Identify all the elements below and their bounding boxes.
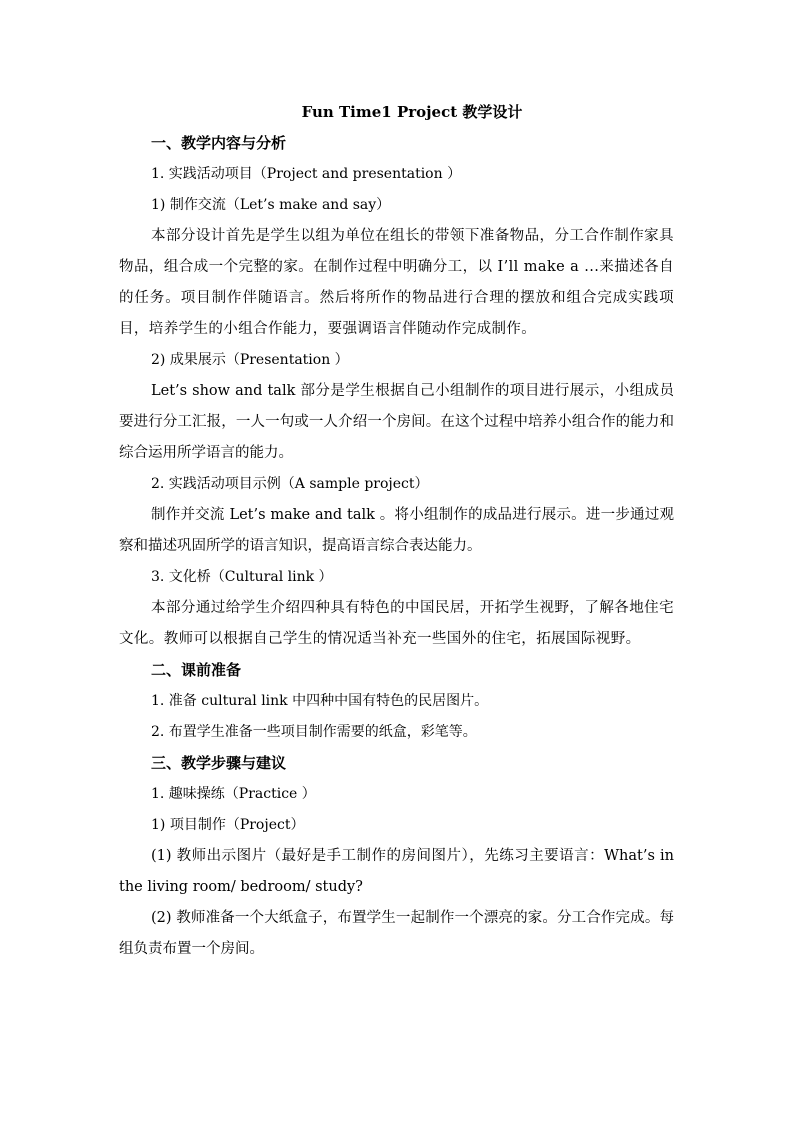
list-item-2: 2. 实践活动项目示例（A sample project） (151, 476, 429, 492)
paragraph-3: 制作并交流 Let’s make and talk 。将小组制作的成品进行展示。进一步通过观察和描述巩固所学的语言知识，提高语言综合表达能力。 (119, 507, 674, 554)
document-body (119, 128, 674, 965)
document-title: Fun Time1 Project 教学设计 (301, 103, 523, 121)
prep-item-1: 1. 准备 cultural link 中四种中国有特色的民居图片。 (151, 693, 489, 709)
paragraph-6: (2) 教师准备一个大纸盒子，布置学生一起制作一个漂亮的家。分工合作完成。每组负责布置一个房间。 (119, 910, 674, 957)
paragraph-5: (1) 教师出示图片（最好是手工制作的房间图片），先练习主要语言：What’s in the living room/ bedroom/ study? (119, 848, 674, 895)
paragraph-4: 本部分通过给学生介绍四种具有特色的中国民居，开拓学生视野，了解各地住宅文化。教师可以根据自己学生的情况适当补充一些国外的住宅，拓展国际视野。 (119, 600, 674, 647)
step-item-1: 1. 趣味操练（Practice ） (151, 786, 316, 802)
step-sub-item-1-1: 1) 项目制作（Project） (151, 817, 305, 833)
list-item-3: 3. 文化桥（Cultural link ） (151, 569, 333, 585)
section-heading-1: 一、教学内容与分析 (151, 134, 287, 152)
sub-item-1-2: 2) 成果展示（Presentation ） (151, 352, 349, 368)
section-heading-3: 三、教学步骤与建议 (151, 754, 287, 772)
prep-item-2: 2. 布置学生准备一些项目制作需要的纸盒，彩笔等。 (151, 724, 477, 740)
paragraph-1: 本部分设计首先是学生以组为单位在组长的带领下准备物品，分工合作制作家具物品，组合成一个完整的家。在制作过程中明确分工，以 I’ll make a ...来描述各自的任务。项目制作伴随语言。然后将所作的物品进行合理的摆放和组合完成实践项目，培养学生的小组合作能力，要强调语言伴随动作完成制作。 (119, 228, 674, 337)
sub-item-1-1: 1) 制作交流（Let’s make and say） (151, 197, 391, 213)
list-item-1: 1. 实践活动项目（Project and presentation ） (151, 166, 462, 182)
paragraph-2: Let’s show and talk 部分是学生根据自己小组制作的项目进行展示，小组成员要进行分工汇报，一人一句或一人介绍一个房间。在这个过程中培养小组合作的能力和综合运用所学语言的能力。 (119, 383, 674, 461)
section-heading-2: 二、课前准备 (151, 661, 242, 679)
